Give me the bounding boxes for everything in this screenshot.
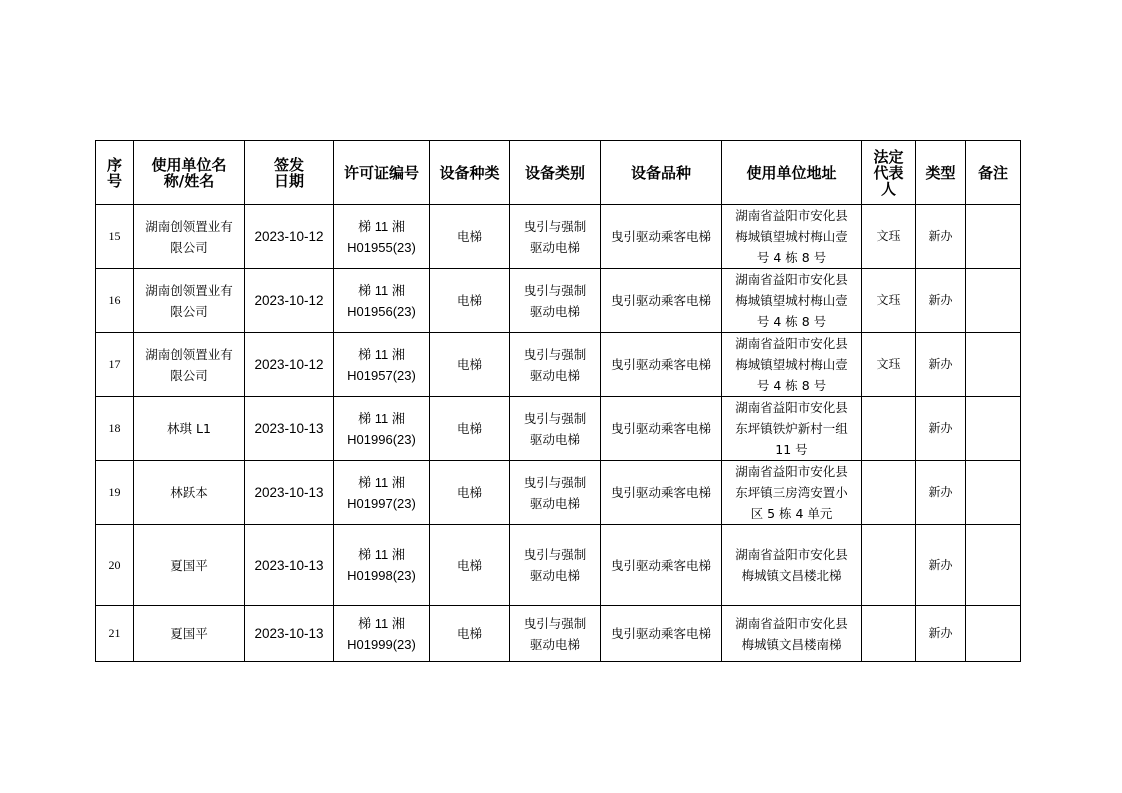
cell-license: 梯 11 湘 H01998(23) bbox=[334, 525, 430, 606]
cell-type: 新办 bbox=[916, 397, 966, 461]
cell-remark bbox=[966, 333, 1021, 397]
header-remark: 备注 bbox=[966, 141, 1021, 205]
cell-equip-kind: 电梯 bbox=[430, 525, 510, 606]
cell-equip-variety: 曳引驱动乘客电梯 bbox=[601, 333, 722, 397]
cell-unit: 湖南创领置业有 限公司 bbox=[134, 269, 245, 333]
cell-seq: 16 bbox=[96, 269, 134, 333]
cell-address: 湖南省益阳市安化县 梅城镇望城村梅山壹 号 4 栋 8 号 bbox=[722, 333, 862, 397]
cell-equip-category: 曳引与强制 驱动电梯 bbox=[510, 205, 601, 269]
cell-unit: 夏国平 bbox=[134, 525, 245, 606]
cell-unit: 林跃本 bbox=[134, 461, 245, 525]
cell-equip-kind: 电梯 bbox=[430, 397, 510, 461]
cell-license: 梯 11 湘 H01957(23) bbox=[334, 333, 430, 397]
header-equipment-kind: 设备种类 bbox=[430, 141, 510, 205]
cell-seq: 17 bbox=[96, 333, 134, 397]
header-row bbox=[96, 141, 1021, 205]
cell-date: 2023-10-13 bbox=[245, 461, 334, 525]
cell-legal-rep bbox=[862, 606, 916, 662]
header-address: 使用单位地址 bbox=[722, 141, 862, 205]
cell-legal-rep bbox=[862, 397, 916, 461]
cell-remark bbox=[966, 606, 1021, 662]
cell-license: 梯 11 湘 H01956(23) bbox=[334, 269, 430, 333]
cell-equip-category: 曳引与强制 驱动电梯 bbox=[510, 333, 601, 397]
cell-type: 新办 bbox=[916, 333, 966, 397]
cell-remark bbox=[966, 525, 1021, 606]
cell-seq: 21 bbox=[96, 606, 134, 662]
table-row bbox=[96, 461, 1021, 525]
cell-address: 湖南省益阳市安化县 梅城镇文昌楼北梯 bbox=[722, 525, 862, 606]
table-row bbox=[96, 397, 1021, 461]
cell-equip-kind: 电梯 bbox=[430, 205, 510, 269]
cell-equip-variety: 曳引驱动乘客电梯 bbox=[601, 397, 722, 461]
cell-equip-variety: 曳引驱动乘客电梯 bbox=[601, 205, 722, 269]
cell-equip-kind: 电梯 bbox=[430, 606, 510, 662]
cell-equip-kind: 电梯 bbox=[430, 269, 510, 333]
cell-type: 新办 bbox=[916, 525, 966, 606]
header-issue-date: 签发 日期 bbox=[245, 141, 334, 205]
cell-seq: 18 bbox=[96, 397, 134, 461]
cell-date: 2023-10-12 bbox=[245, 205, 334, 269]
table-row bbox=[96, 606, 1021, 662]
cell-unit: 湖南创领置业有 限公司 bbox=[134, 333, 245, 397]
cell-address: 湖南省益阳市安化县 东坪镇铁炉新村一组 11 号 bbox=[722, 397, 862, 461]
cell-license: 梯 11 湘 H01996(23) bbox=[334, 397, 430, 461]
cell-type: 新办 bbox=[916, 606, 966, 662]
header-seq: 序 号 bbox=[96, 141, 134, 205]
table-row bbox=[96, 333, 1021, 397]
cell-equip-variety: 曳引驱动乘客电梯 bbox=[601, 525, 722, 606]
cell-seq: 19 bbox=[96, 461, 134, 525]
cell-address: 湖南省益阳市安化县 梅城镇望城村梅山壹 号 4 栋 8 号 bbox=[722, 205, 862, 269]
cell-legal-rep: 文珏 bbox=[862, 205, 916, 269]
cell-type: 新办 bbox=[916, 461, 966, 525]
header-unit-name: 使用单位名 称/姓名 bbox=[134, 141, 245, 205]
header-equipment-category: 设备类别 bbox=[510, 141, 601, 205]
cell-equip-kind: 电梯 bbox=[430, 333, 510, 397]
header-type: 类型 bbox=[916, 141, 966, 205]
cell-seq: 20 bbox=[96, 525, 134, 606]
cell-address: 湖南省益阳市安化县 梅城镇望城村梅山壹 号 4 栋 8 号 bbox=[722, 269, 862, 333]
header-legal-rep: 法定 代表 人 bbox=[862, 141, 916, 205]
cell-unit: 湖南创领置业有 限公司 bbox=[134, 205, 245, 269]
table-row bbox=[96, 525, 1021, 606]
cell-license: 梯 11 湘 H01997(23) bbox=[334, 461, 430, 525]
cell-equip-variety: 曳引驱动乘客电梯 bbox=[601, 606, 722, 662]
cell-remark bbox=[966, 269, 1021, 333]
cell-date: 2023-10-13 bbox=[245, 525, 334, 606]
cell-equip-category: 曳引与强制 驱动电梯 bbox=[510, 269, 601, 333]
cell-equip-category: 曳引与强制 驱动电梯 bbox=[510, 397, 601, 461]
cell-equip-category: 曳引与强制 驱动电梯 bbox=[510, 525, 601, 606]
cell-unit: 夏国平 bbox=[134, 606, 245, 662]
table-row bbox=[96, 269, 1021, 333]
cell-unit: 林琪 L1 bbox=[134, 397, 245, 461]
cell-type: 新办 bbox=[916, 205, 966, 269]
cell-license: 梯 11 湘 H01999(23) bbox=[334, 606, 430, 662]
cell-date: 2023-10-12 bbox=[245, 333, 334, 397]
header-license-number: 许可证编号 bbox=[334, 141, 430, 205]
cell-equip-category: 曳引与强制 驱动电梯 bbox=[510, 606, 601, 662]
cell-date: 2023-10-13 bbox=[245, 397, 334, 461]
cell-legal-rep: 文珏 bbox=[862, 333, 916, 397]
cell-address: 湖南省益阳市安化县 梅城镇文昌楼南梯 bbox=[722, 606, 862, 662]
table-body bbox=[96, 205, 1021, 662]
cell-legal-rep: 文珏 bbox=[862, 269, 916, 333]
cell-date: 2023-10-12 bbox=[245, 269, 334, 333]
cell-type: 新办 bbox=[916, 269, 966, 333]
cell-equip-variety: 曳引驱动乘客电梯 bbox=[601, 269, 722, 333]
cell-seq: 15 bbox=[96, 205, 134, 269]
cell-remark bbox=[966, 205, 1021, 269]
cell-remark bbox=[966, 397, 1021, 461]
cell-remark bbox=[966, 461, 1021, 525]
cell-equip-kind: 电梯 bbox=[430, 461, 510, 525]
permit-table bbox=[95, 140, 1021, 662]
table-row bbox=[96, 205, 1021, 269]
cell-equip-variety: 曳引驱动乘客电梯 bbox=[601, 461, 722, 525]
cell-legal-rep bbox=[862, 525, 916, 606]
cell-address: 湖南省益阳市安化县 东坪镇三房湾安置小 区 5 栋 4 单元 bbox=[722, 461, 862, 525]
header-equipment-variety: 设备品种 bbox=[601, 141, 722, 205]
cell-equip-category: 曳引与强制 驱动电梯 bbox=[510, 461, 601, 525]
cell-legal-rep bbox=[862, 461, 916, 525]
cell-date: 2023-10-13 bbox=[245, 606, 334, 662]
cell-license: 梯 11 湘 H01955(23) bbox=[334, 205, 430, 269]
